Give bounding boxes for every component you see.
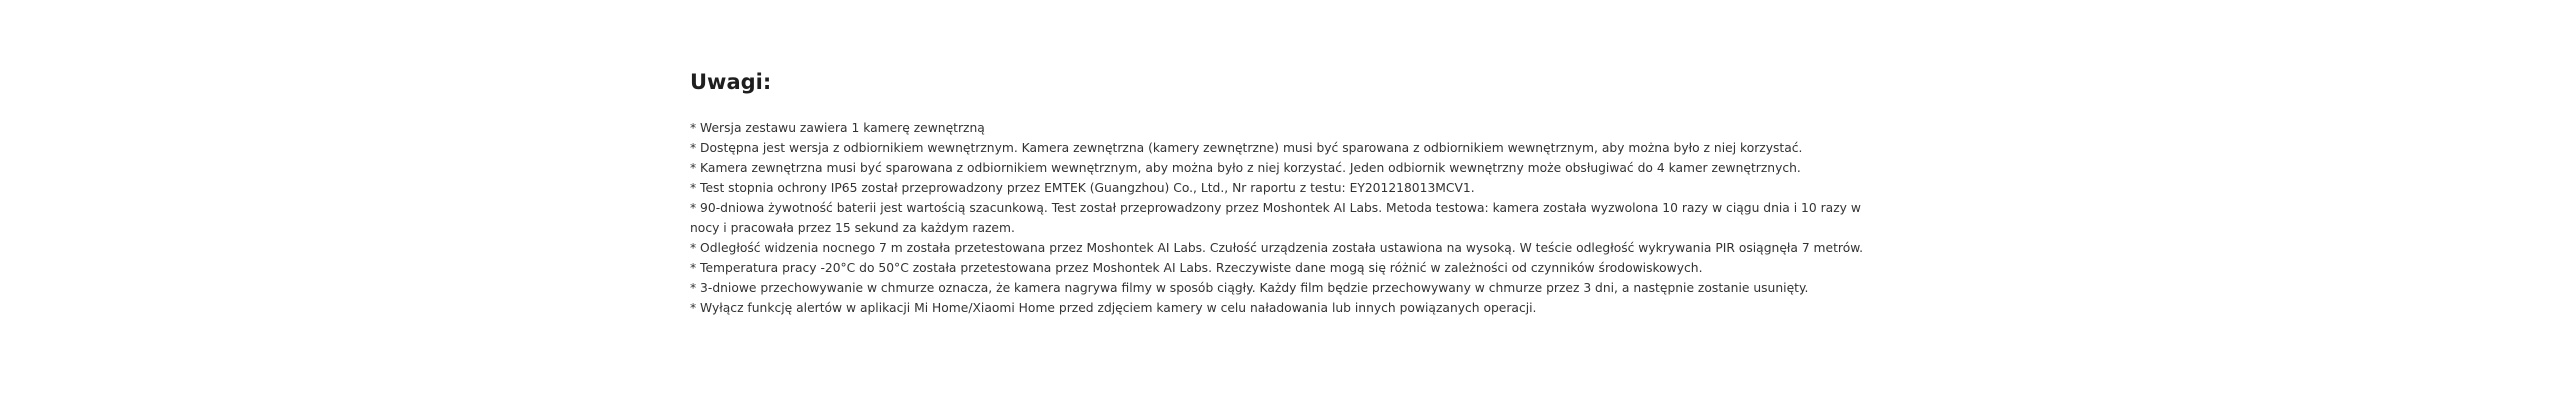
note-item-ip65: * Test stopnia ochrony IP65 został przeprowadzony przez EMTEK (Guangzhou) Co., Ltd., Nr raportu z testu: EY201218013MCV1. <box>690 181 1475 195</box>
note-item-battery-life: * 90-dniowa żywotność baterii jest wartością szacunkową. Test został przeprowadzony przez Moshontek AI Labs. Metoda testowa: kamera została wyzwolona 10 razy w ciągu dnia i 10 razy w nocy i pracowała przez 15 sekund za każdym razem. <box>690 201 1861 235</box>
note-item-kit-version: * Wersja zestawu zawiera 1 kamerę zewnętrzną <box>690 121 985 135</box>
note-item-cloud-storage: * 3-dniowe przechowywanie w chmurze oznacza, że kamera nagrywa filmy w sposób ciągły. Każdy film będzie przechowywany w chmurze przez 3 dni, a następnie zostanie usunięty. <box>690 281 1809 295</box>
note-item-alerts: * Wyłącz funkcję alertów w aplikacji Mi Home/Xiaomi Home przed zdjęciem kamery w celu naładowania lub innych powiązanych operacji. <box>690 301 1537 315</box>
note-item-night-vision: * Odległość widzenia nocnego 7 m została przetestowana przez Moshontek AI Labs. Czułość urządzenia została ustawiona na wysoką. W teście odległość wykrywania PIR osiągnęła 7 metrów. <box>690 241 1864 255</box>
notes-section <box>690 68 1890 318</box>
note-item-pairing: * Kamera zewnętrzna musi być sparowana z odbiornikiem wewnętrznym, aby można było z niej korzystać. Jeden odbiornik wewnętrzny może obsługiwać do 4 kamer zewnętrznych. <box>690 161 1801 175</box>
note-item-indoor-receiver: * Dostępna jest wersja z odbiornikiem wewnętrznym. Kamera zewnętrzna (kamery zewnętrzne) musi być sparowana z odbiornikiem wewnętrznym, aby można było z niej korzystać. <box>690 141 1803 155</box>
notes-title: Uwagi: <box>690 70 772 94</box>
note-item-temperature: * Temperatura pracy -20°C do 50°C została przetestowana przez Moshontek AI Labs. Rzeczywiste dane mogą się różnić w zależności od czynników środowiskowych. <box>690 261 1703 275</box>
notes-list <box>690 118 1890 318</box>
